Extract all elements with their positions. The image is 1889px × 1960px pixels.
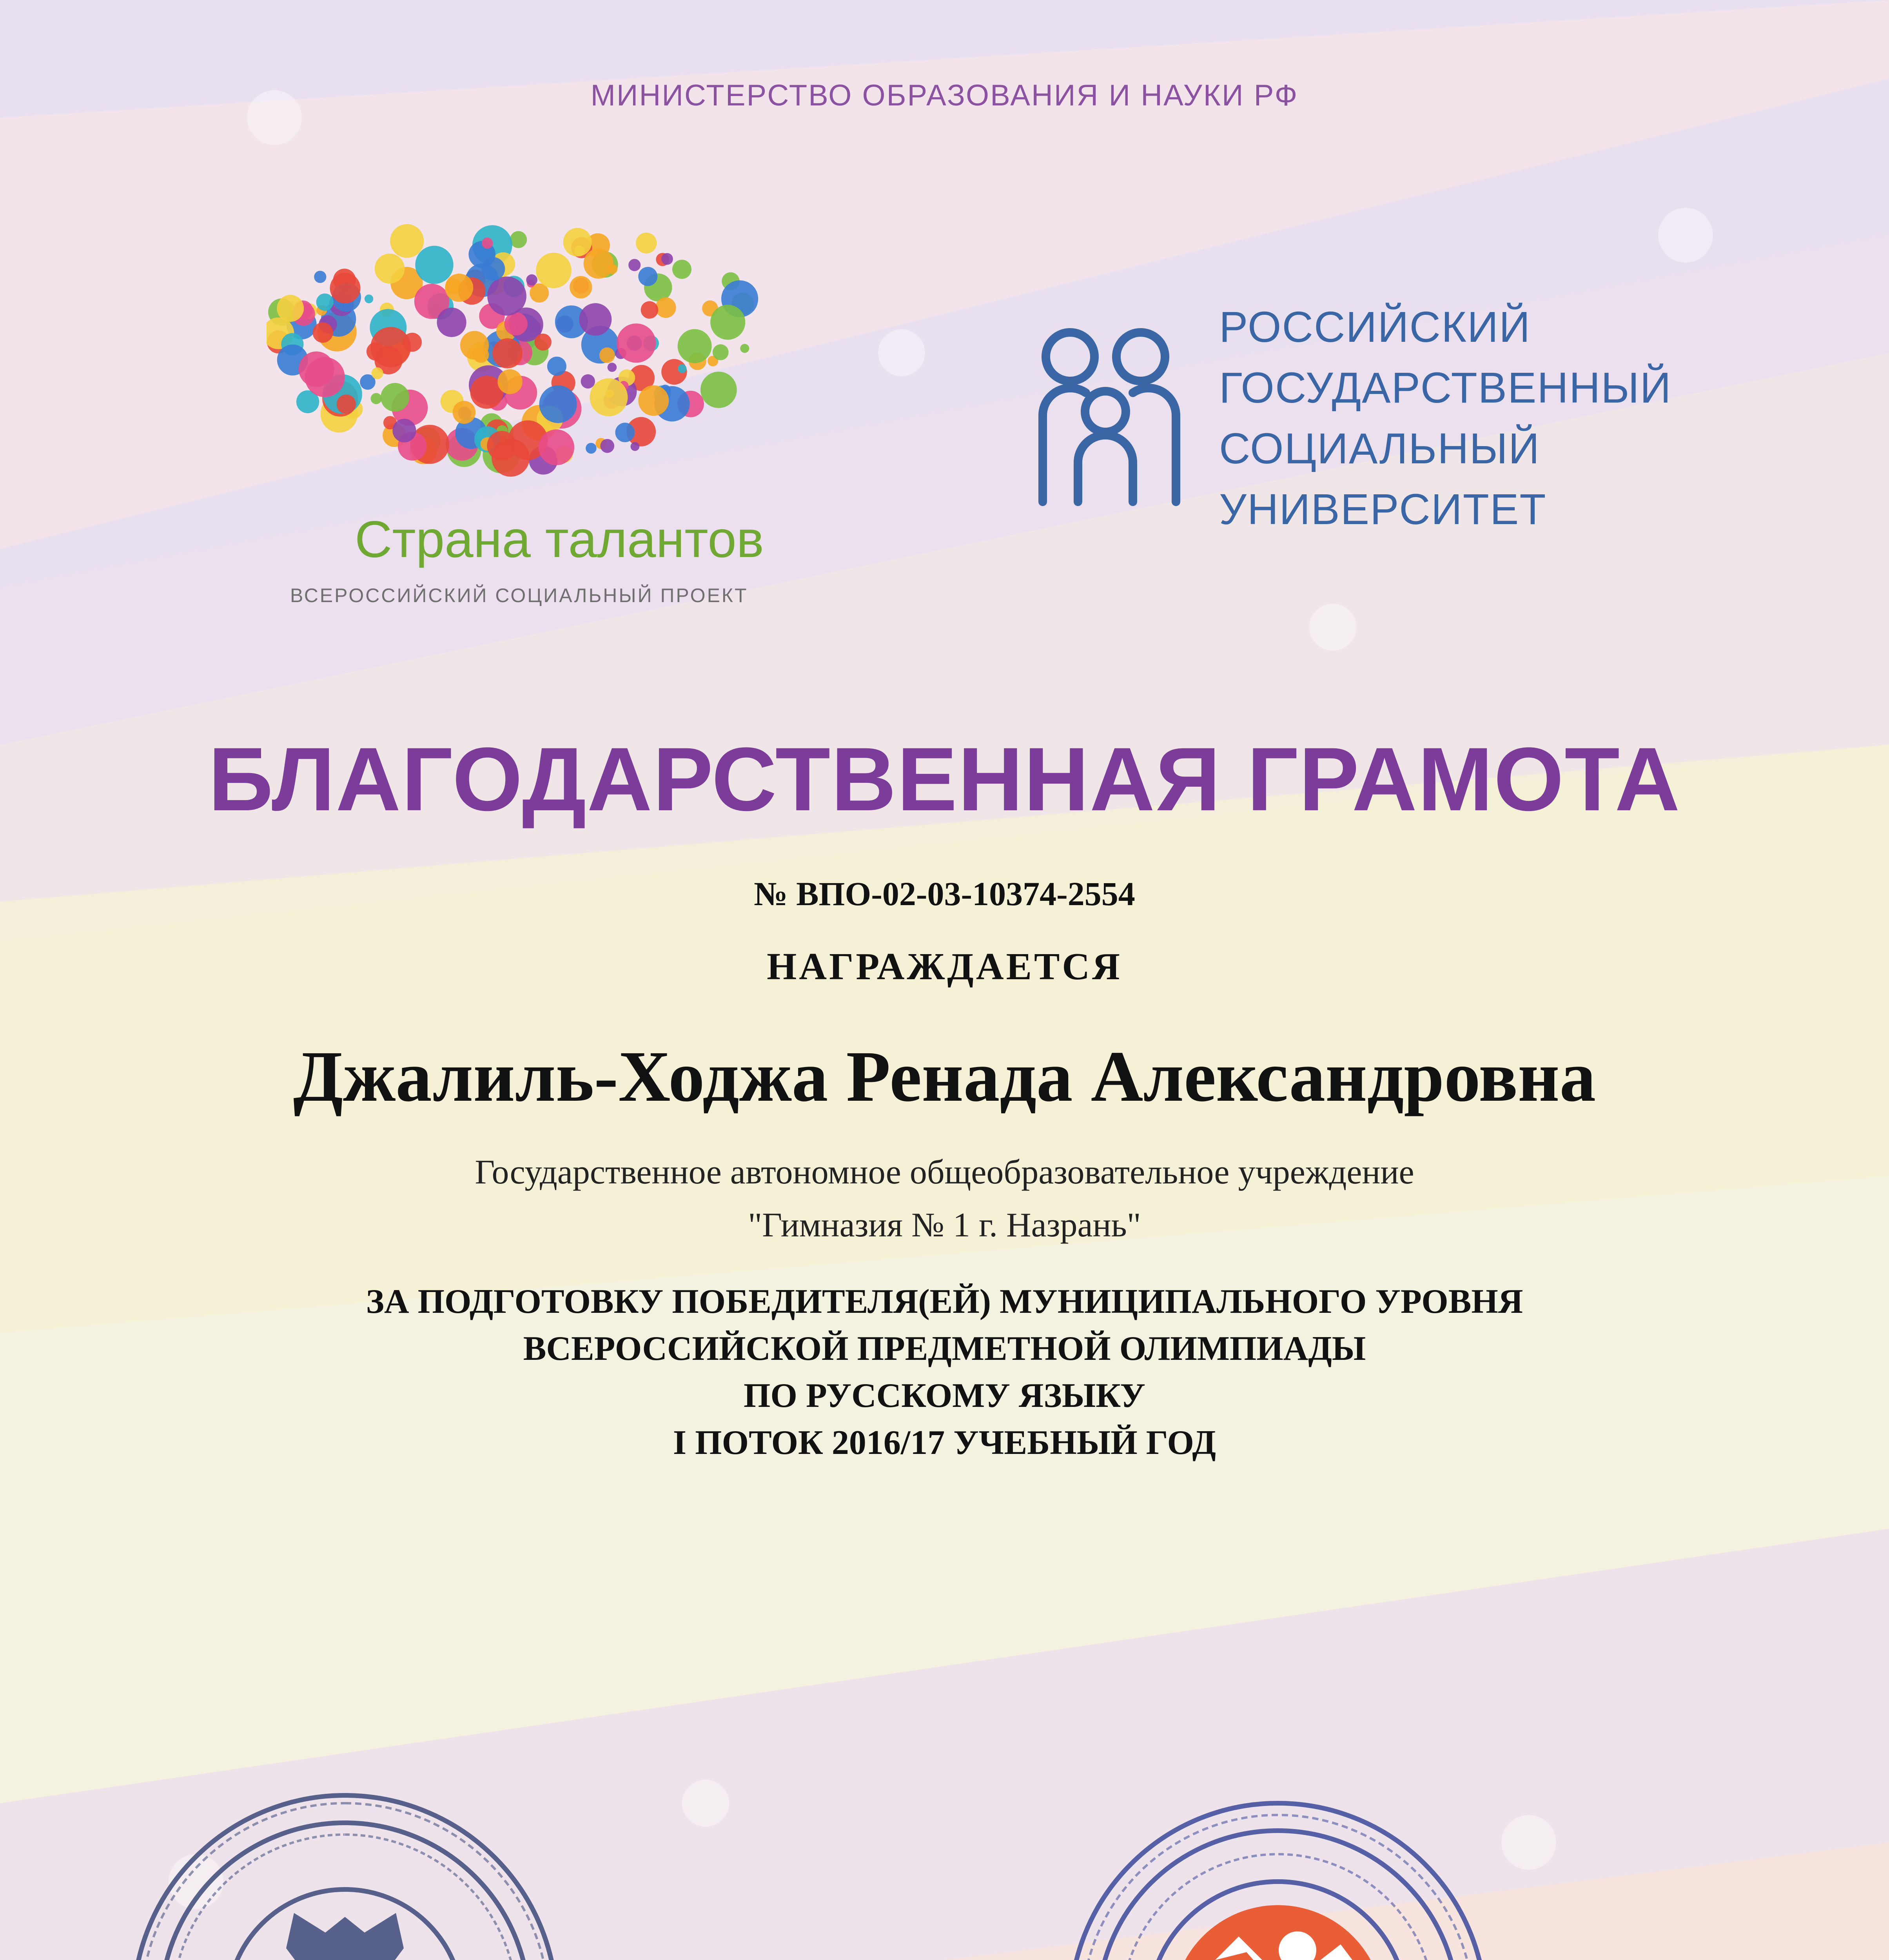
logo-dot (473, 347, 489, 363)
coat-of-arms-icon (286, 1913, 404, 1960)
strana-talantov-subtitle: ВСЕРОССИЙСКИЙ СОЦИАЛЬНЫЙ ПРОЕКТ (290, 584, 748, 606)
logo-dot (570, 276, 592, 298)
logo-dot (586, 443, 597, 454)
ministry-header: МИНИСТЕРСТВО ОБРАЗОВАНИЯ И НАУКИ РФ (590, 79, 1299, 112)
institution-line-2: "Гимназия № 1 г. Назрань" (748, 1206, 1141, 1244)
logo-dot (584, 249, 614, 279)
reason-line-3: ПО РУССКОМУ ЯЗЫКУ (744, 1377, 1145, 1415)
logo-dot (375, 254, 405, 284)
reason-line-4: I ПОТОК 2016/17 УЧЕБНЫЙ ГОД (673, 1424, 1216, 1462)
logo-dot (492, 338, 523, 368)
logo-dot (740, 344, 749, 353)
logo-dot (392, 419, 416, 442)
logo-dot (305, 357, 345, 397)
strana-talantov-name: Страна талантов (355, 510, 764, 568)
logo-dot (617, 323, 656, 363)
logo-dot (641, 301, 659, 319)
logo-dot (365, 294, 373, 303)
logo-dot (337, 395, 356, 414)
institution-line-1: Государственное автономное общеобразовательное учреждение (475, 1153, 1414, 1191)
logo-dot (526, 274, 537, 286)
logo-dot (316, 294, 334, 311)
logo-dot (672, 260, 691, 279)
logo-dot (631, 442, 640, 451)
university-name-line-4: УНИВЕРСИТЕТ (1219, 485, 1547, 534)
logo-dot (638, 385, 669, 416)
logo-dot (453, 401, 476, 424)
russia-map-dots-logo (267, 204, 776, 486)
logo-dot (608, 363, 617, 372)
reason-line-1: ЗА ПОДГОТОВКУ ПОБЕДИТЕЛЯ(ЕЙ) МУНИЦИПАЛЬНОГО УРОВНЯ (366, 1283, 1523, 1321)
logo-dot (372, 367, 383, 379)
reason-line-2: ВСЕРОССИЙСКОЙ ПРЕДМЕТНОЙ ОЛИМПИАДЫ (523, 1330, 1366, 1368)
logo-dot (370, 327, 411, 367)
logo-dot (390, 224, 424, 258)
logo-dot (510, 231, 527, 248)
university-name-line-1: РОССИЙСКИЙ (1219, 303, 1531, 351)
logo-dot (314, 271, 326, 283)
logo-dot (636, 232, 657, 253)
logo-dot (581, 374, 595, 388)
logo-dot (579, 303, 612, 336)
logo-dot (638, 267, 657, 286)
university-name-line-3: СОЦИАЛЬНЫЙ (1219, 425, 1541, 473)
logo-dot (313, 322, 333, 343)
logo-dot (563, 228, 592, 256)
strana-talantov-seal (1062, 1795, 1493, 1960)
logo-dot (539, 385, 577, 423)
logo-dot (601, 439, 615, 453)
logo-dot (590, 378, 628, 416)
logo-dot (487, 276, 526, 316)
logo-dot (678, 364, 686, 373)
logo-dot (535, 334, 552, 350)
recipient-name: Джалиль-Ходжа Ренада Александровна (293, 1036, 1596, 1117)
certificate-number: № ВПО-02-03-10374-2554 (754, 875, 1135, 913)
logo-dot (481, 257, 505, 281)
logo-dot (277, 295, 304, 322)
logo-dot (504, 312, 527, 335)
logo-dot (497, 369, 522, 394)
family-icon (1027, 321, 1192, 510)
logo-dot (415, 246, 453, 284)
logo-dot (655, 297, 676, 318)
logo-dot (445, 274, 473, 302)
logo-dot (482, 238, 493, 249)
logo-dot (371, 393, 382, 405)
logo-dot (437, 308, 466, 337)
logo-dot (615, 423, 635, 442)
logo-dot (661, 253, 673, 265)
logo-dot (547, 357, 566, 376)
logo-dot (330, 273, 361, 303)
logo-dot (487, 431, 516, 460)
certificate-title: БЛАГОДАРСТВЕННАЯ ГРАМОТА (208, 729, 1681, 829)
logo-dot (599, 347, 615, 363)
logo-dot (713, 344, 729, 360)
logo-dot (539, 429, 574, 465)
logo-dot (607, 264, 617, 274)
awarded-label: НАГРАЖДАЕТСЯ (767, 946, 1122, 988)
logo-dot (700, 372, 737, 408)
logo-dot (381, 383, 409, 412)
logo-dot (536, 253, 572, 289)
university-seal (125, 1788, 564, 1960)
logo-dot (628, 259, 641, 271)
university-name-line-2: ГОСУДАРСТВЕННЫЙ (1219, 364, 1672, 412)
logo-dot (678, 329, 712, 363)
logo-dot (710, 305, 745, 340)
